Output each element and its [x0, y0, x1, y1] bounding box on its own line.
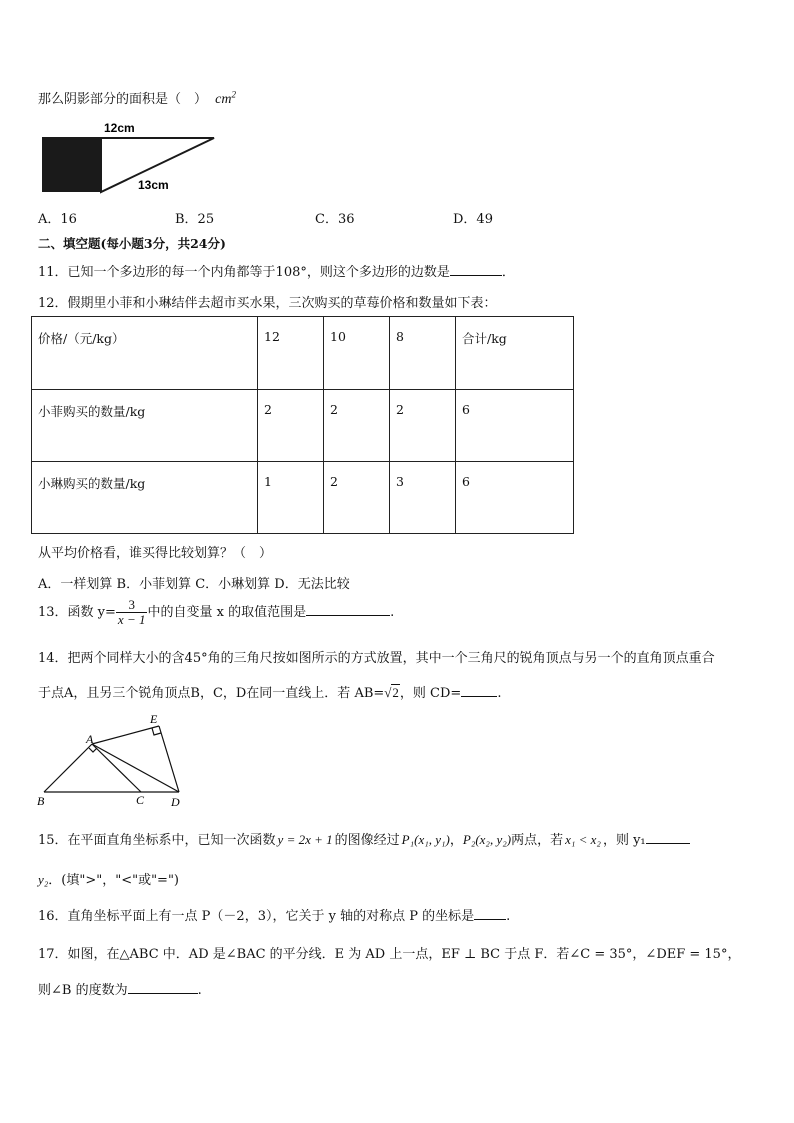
- q14-line2-pre: 于点A，且另三个锐角顶点B，C，D在同一直线上．若 AB=: [38, 686, 385, 701]
- q14-sqrt: √2: [384, 685, 399, 700]
- table-cell: 2: [324, 462, 390, 534]
- q13-post: 中的自变量 x 的取值范围是: [147, 605, 307, 620]
- point-c-label: C: [136, 793, 145, 807]
- table-cell: 2: [258, 390, 324, 462]
- point-b-label: B: [37, 794, 45, 808]
- q15-line2: [38, 869, 179, 888]
- table-cell: 2: [390, 390, 456, 462]
- q15-mid: 的图像经过: [334, 833, 400, 848]
- q10-option-d: D．49: [453, 212, 493, 227]
- table-cell: 10: [324, 317, 390, 390]
- q17-blank: [128, 981, 198, 994]
- section-heading: 二、填空题(每小题3分，共24分): [38, 236, 226, 251]
- table-cell: 6: [456, 390, 574, 462]
- q14-blank: [461, 684, 497, 697]
- q10-stem-text: 那么阴影部分的面积是（ ）: [38, 92, 208, 107]
- q15-function: y = 2x + 1: [277, 832, 333, 847]
- table-row: [32, 390, 574, 462]
- point-d-label: D: [171, 795, 180, 809]
- q10-option-a: A．16: [38, 212, 77, 227]
- q17-line2: 则∠B 的度数为 .: [38, 983, 202, 998]
- table-cell: 价格/（元/kg）: [32, 317, 258, 390]
- shaded-square: [42, 138, 101, 192]
- q11-text: 11．已知一个多边形的每一个内角都等于108°，则这个多边形的边数是: [38, 265, 450, 280]
- q13-blank: [306, 603, 390, 616]
- q10-option-c: C．36: [315, 212, 355, 227]
- table-cell: 小菲购买的数量/kg: [32, 390, 258, 462]
- q10-unit: $cm^2$: [215, 89, 236, 107]
- q17-line1: 17．如图，在△ABC 中．AD 是∠BAC 的平分线．E 为 AD 上一点，EF ⊥ BC 于点 F．若∠C = 35°，∠DEF = 15°，: [38, 947, 741, 962]
- label-12cm: 12cm: [104, 121, 135, 135]
- q13-pre: 13．函数 y=: [38, 605, 116, 620]
- q15-cond-pre: 两点，若: [511, 833, 564, 848]
- q10-stem: [38, 88, 236, 108]
- q12-question: 从平均价格看，谁买得比较划算？（ ）: [38, 546, 273, 561]
- q13: 13．函数 y= $\frac{3}{x - 1}$ 中的自变量 x 的取值范围是 .: [38, 597, 395, 627]
- q15-hint: ．(填">"，"<"或"="): [48, 873, 179, 888]
- price-table: [31, 316, 574, 534]
- table-cell: 2: [324, 390, 390, 462]
- q15-ask: ，则 y₁: [602, 833, 646, 848]
- q15-line1: 15．在平面直角坐标系中，已知一次函数 y = 2x + 1 的图像经过 P₁(x₁, y₁)，P₂(x₂, y₂)两点，若 x₁ < x₂ ，则 y₁: [38, 829, 690, 848]
- table-row: [32, 317, 574, 390]
- table-row: [32, 462, 574, 534]
- q11-blank: [450, 263, 502, 276]
- point-e-label: E: [150, 712, 158, 726]
- q15-point2: P₂(x₂, y₂): [462, 832, 512, 847]
- q12-text: 12．假期里小菲和小琳结伴去超市买水果，三次购买的草莓价格和数量如下表：: [38, 296, 497, 311]
- table-cell: 3: [390, 462, 456, 534]
- q15-blank: [646, 831, 690, 844]
- table-cell: 1: [258, 462, 324, 534]
- q15-pre: 15．在平面直角坐标系中，已知一次函数: [38, 833, 276, 848]
- table-cell: 合计/kg: [456, 317, 574, 390]
- q10-option-b: B．25: [175, 212, 215, 227]
- table-cell: 8: [390, 317, 456, 390]
- q15-condition: x₁ < x₂: [565, 832, 601, 847]
- q13-fraction: $\frac{3}{x - 1}$: [117, 597, 146, 627]
- q16: 16．直角坐标平面上有一点 P（－2，3），它关于 y 轴的对称点 P 的坐标是 .: [38, 909, 511, 924]
- q16-blank: [474, 907, 506, 920]
- point-a-label: A: [86, 732, 94, 746]
- q17-text: 则∠B 的度数为: [38, 983, 128, 998]
- q16-text: 16．直角坐标平面上有一点 P（－2，3），它关于 y 轴的对称点 P 的坐标是: [38, 909, 475, 924]
- q15-point1: P₁(x₁, y₁): [401, 832, 450, 847]
- table-cell: 小琳购买的数量/kg: [32, 462, 258, 534]
- q15-y2: y₂: [38, 872, 49, 887]
- q14-figure: [34, 710, 194, 810]
- q10-figure: [38, 117, 220, 197]
- q14-line2-post: ，则 CD=: [399, 686, 462, 701]
- table-cell: 6: [456, 462, 574, 534]
- q11: 11．已知一个多边形的每一个内角都等于108°，则这个多边形的边数是 ．: [38, 265, 515, 280]
- label-13cm: 13cm: [138, 178, 169, 192]
- q14-line1: 14．把两个同样大小的含45°角的三角尺按如图所示的方式放置，其中一个三角尺的锐角顶点与另一个的直角顶点重合: [38, 651, 715, 666]
- q14-line2: 于点A，且另三个锐角顶点B，C，D在同一直线上．若 AB=√2，则 CD= .: [38, 685, 502, 701]
- table-cell: 12: [258, 317, 324, 390]
- q12-options: A．一样划算 B．小菲划算 C．小琳划算 D．无法比较: [38, 577, 350, 592]
